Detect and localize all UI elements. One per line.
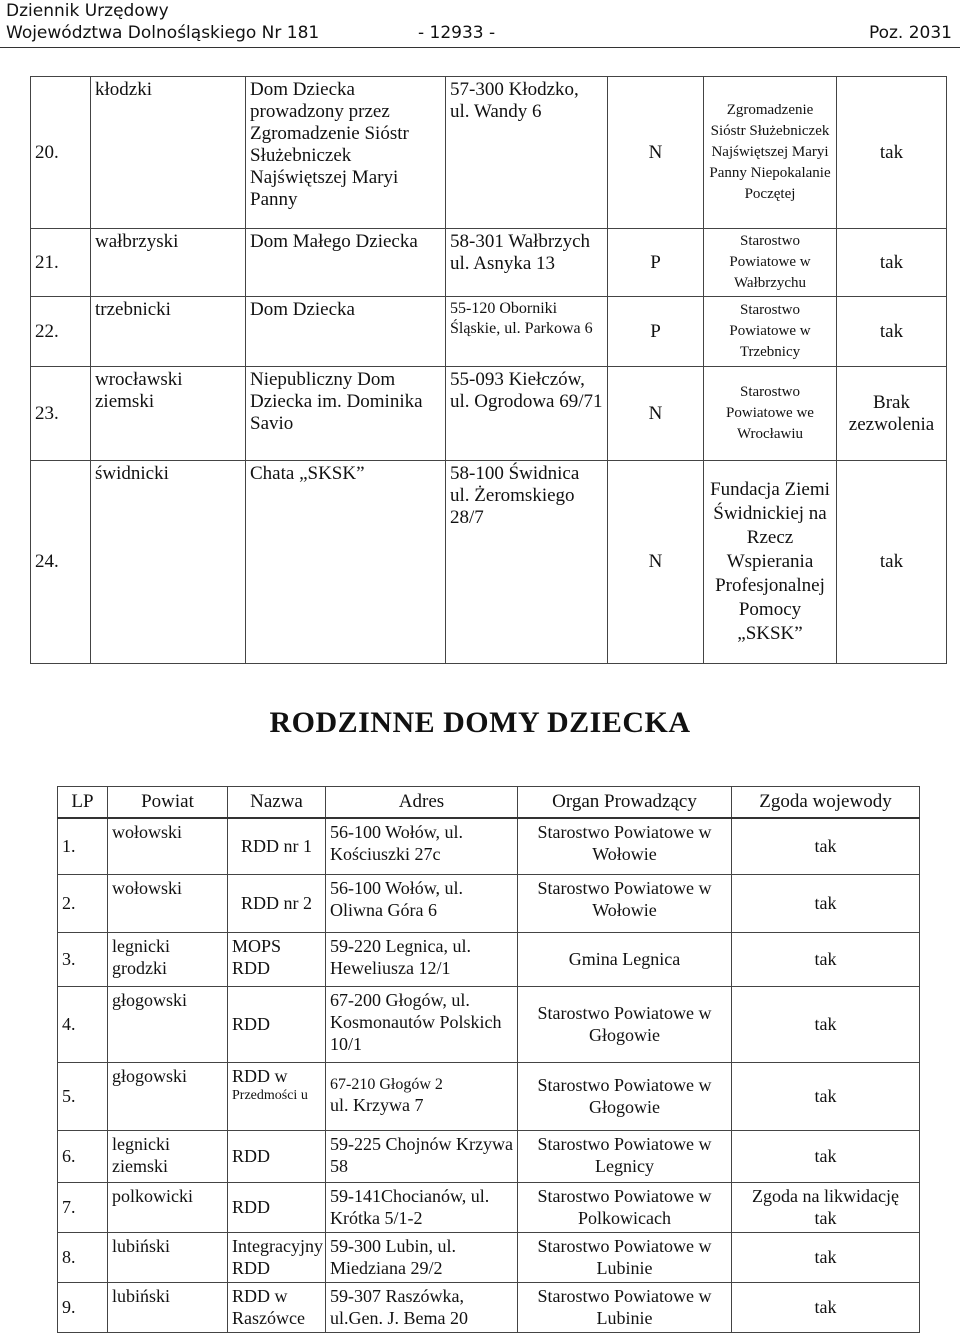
row-type: N (608, 367, 704, 461)
row-type: N (608, 461, 704, 664)
row-nazwa: Dom Małego Dziecka (246, 229, 446, 297)
table-row (58, 932, 920, 986)
row-organ: Starostwo Powiatowe w Wołowie (518, 874, 732, 932)
row-adres: 59-300 Lubin, ul. Miedziana 29/2 (326, 1232, 518, 1282)
row-powiat: polkowicki (108, 1182, 228, 1232)
row-adres: 55-120 Oborniki Śląskie, ul. Parkowa 6 (446, 297, 608, 367)
row-adres: 55-093 Kiełczów, ul. Ogrodowa 69/71 (446, 367, 608, 461)
row-organ: Starostwo Powiatowe w Lubinie (518, 1282, 732, 1332)
row-zgoda: tak (837, 77, 947, 229)
table-row (58, 1232, 920, 1282)
row-zgoda: tak (732, 874, 920, 932)
row-organ: Starostwo Powiatowe w Legnicy (518, 1130, 732, 1182)
row-zgoda-cell (732, 1182, 920, 1232)
row-type: P (608, 297, 704, 367)
row-zgoda: tak (732, 986, 920, 1062)
row-nazwa: RDD (228, 1182, 326, 1232)
row-zgoda: tak (837, 229, 947, 297)
row-adres: 59-307 Raszówka, ul.Gen. J. Bema 20 (326, 1282, 518, 1332)
journal-subtitle: Województwa Dolnośląskiego Nr 181 (6, 23, 320, 43)
family-homes-table (57, 786, 920, 1333)
header-nazwa: Nazwa (228, 787, 326, 819)
header-zgoda: Zgoda wojewody (732, 787, 920, 819)
table-row (31, 297, 947, 367)
row-powiat: legnicki ziemski (108, 1130, 228, 1182)
table-row (58, 1062, 920, 1130)
row-powiat: lubiński (108, 1232, 228, 1282)
row-lp: 2. (58, 874, 108, 932)
table-row (31, 367, 947, 461)
header-lp: LP (58, 787, 108, 819)
header-organ: Organ Prowadzący (518, 787, 732, 819)
row-organ: Starostwo Powiatowe w Polkowicach (518, 1182, 732, 1232)
row-nazwa-place: Przedmości u (232, 1087, 308, 1103)
row-adres: 58-100 Świdnica ul. Żeromskiego 28/7 (446, 461, 608, 664)
row-zgoda: tak (732, 818, 920, 874)
journal-title: Dziennik Urzędowy (6, 1, 169, 21)
row-powiat: wałbrzyski (91, 229, 246, 297)
row-zgoda: Brak zezwolenia (837, 367, 947, 461)
row-lp: 22. (31, 297, 91, 367)
row-lp: 1. (58, 818, 108, 874)
row-powiat: lubiński (108, 1282, 228, 1332)
row-adres: 58-301 Wałbrzych ul. Asnyka 13 (446, 229, 608, 297)
row-zgoda: tak (837, 297, 947, 367)
row-type: N (608, 77, 704, 229)
row-powiat: świdnicki (91, 461, 246, 664)
row-organ: Starostwo Powiatowe w Wołowie (518, 818, 732, 874)
row-lp: 9. (58, 1282, 108, 1332)
header-powiat: Powiat (108, 787, 228, 819)
row-organ: Starostwo Powiatowe w Trzebnicy (704, 297, 837, 367)
row-nazwa: RDD w Raszówce (228, 1282, 326, 1332)
row-powiat: wołowski (108, 874, 228, 932)
row-lp: 8. (58, 1232, 108, 1282)
row-nazwa: Niepubliczny Dom Dziecka im. Dominika Savio (246, 367, 446, 461)
row-nazwa: RDD (228, 986, 326, 1062)
children-homes-table (30, 76, 947, 664)
row-powiat: głogowski (108, 1062, 228, 1130)
row-lp: 7. (58, 1182, 108, 1232)
position-number: Poz. 2031 (868, 23, 952, 43)
table-row (31, 461, 947, 664)
row-lp: 23. (31, 367, 91, 461)
row-nazwa: Integracyjny RDD (228, 1232, 326, 1282)
section-title: RODZINNE DOMY DZIECKA (269, 706, 691, 739)
row-organ: Starostwo Powiatowe we Wrocławiu (704, 367, 837, 461)
row-adres-line1: 67-210 Głogów 2 (330, 1076, 443, 1093)
row-powiat: kłodzki (91, 77, 246, 229)
row-zgoda: tak (837, 461, 947, 664)
row-zgoda: tak (732, 932, 920, 986)
row-zgoda: tak (732, 1062, 920, 1130)
row-lp: 6. (58, 1130, 108, 1182)
table-row (58, 986, 920, 1062)
row-lp: 3. (58, 932, 108, 986)
row-adres: 59-225 Chojnów Krzywa 58 (326, 1130, 518, 1182)
row-powiat: trzebnicki (91, 297, 246, 367)
table-row (58, 1282, 920, 1332)
row-organ: Starostwo Powiatowe w Głogowie (518, 1062, 732, 1130)
table-row (31, 229, 947, 297)
row-powiat: głogowski (108, 986, 228, 1062)
row-organ: Starostwo Powiatowe w Wałbrzychu (704, 229, 837, 297)
header-rule (0, 47, 960, 48)
row-organ: Starostwo Powiatowe w Lubinie (518, 1232, 732, 1282)
row-zgoda: tak (732, 1232, 920, 1282)
page-number: - 12933 - (418, 23, 496, 43)
row-adres: 67-200 Głogów, ul. Kosmonautów Polskich 10/1 (326, 986, 518, 1062)
row-organ: Fundacja Ziemi Świdnickiej na Rzecz Wspierania Profesjonalnej Pomocy „SKSK” (704, 461, 837, 664)
row-lp: 5. (58, 1062, 108, 1130)
header-adres: Adres (326, 787, 518, 819)
row-adres-cell (326, 1062, 518, 1130)
table-header-row (58, 787, 920, 819)
row-nazwa: Dom Dziecka (246, 297, 446, 367)
table-row (58, 1182, 920, 1232)
table-row (58, 1130, 920, 1182)
row-adres: 59-220 Legnica, ul. Heweliusza 12/1 (326, 932, 518, 986)
row-zgoda-note: Zgoda na likwidację (752, 1186, 899, 1206)
row-adres-line2: ul. Krzywa 7 (330, 1095, 424, 1115)
row-nazwa: Chata „SKSK” (246, 461, 446, 664)
table-row (58, 818, 920, 874)
row-adres: 56-100 Wołów, ul. Kościuszki 27c (326, 818, 518, 874)
row-powiat: wołowski (108, 818, 228, 874)
row-organ: Starostwo Powiatowe w Głogowie (518, 986, 732, 1062)
row-powiat: wrocławski ziemski (91, 367, 246, 461)
row-type: P (608, 229, 704, 297)
row-lp: 4. (58, 986, 108, 1062)
row-nazwa: RDD nr 2 (228, 874, 326, 932)
row-nazwa: RDD w (232, 1065, 288, 1086)
table-row (31, 77, 947, 229)
row-zgoda: tak (732, 1130, 920, 1182)
row-organ: Gmina Legnica (518, 932, 732, 986)
row-adres: 57-300 Kłodzko, ul. Wandy 6 (446, 77, 608, 229)
row-powiat: legnicki grodzki (108, 932, 228, 986)
row-nazwa-cell (228, 1062, 326, 1130)
row-nazwa: RDD (228, 1130, 326, 1182)
row-nazwa: Dom Dziecka prowadzony przez Zgromadzenie Sióstr Służebniczek Najświętszej Maryi Panny (246, 77, 446, 229)
row-nazwa: RDD nr 1 (228, 818, 326, 874)
row-zgoda: tak (732, 1282, 920, 1332)
page-header (0, 0, 960, 50)
row-lp: 24. (31, 461, 91, 664)
row-organ: Zgromadzenie Sióstr Służebniczek Najświętszej Maryi Panny Niepokalanie Poczętej (704, 77, 837, 229)
row-adres: 59-141Chocianów, ul. Krótka 5/1-2 (326, 1182, 518, 1232)
row-nazwa: MOPS RDD (228, 932, 326, 986)
table-row (58, 874, 920, 932)
row-lp: 21. (31, 229, 91, 297)
row-lp: 20. (31, 77, 91, 229)
row-adres: 56-100 Wołów, ul. Oliwna Góra 6 (326, 874, 518, 932)
row-zgoda: tak (814, 1208, 837, 1228)
